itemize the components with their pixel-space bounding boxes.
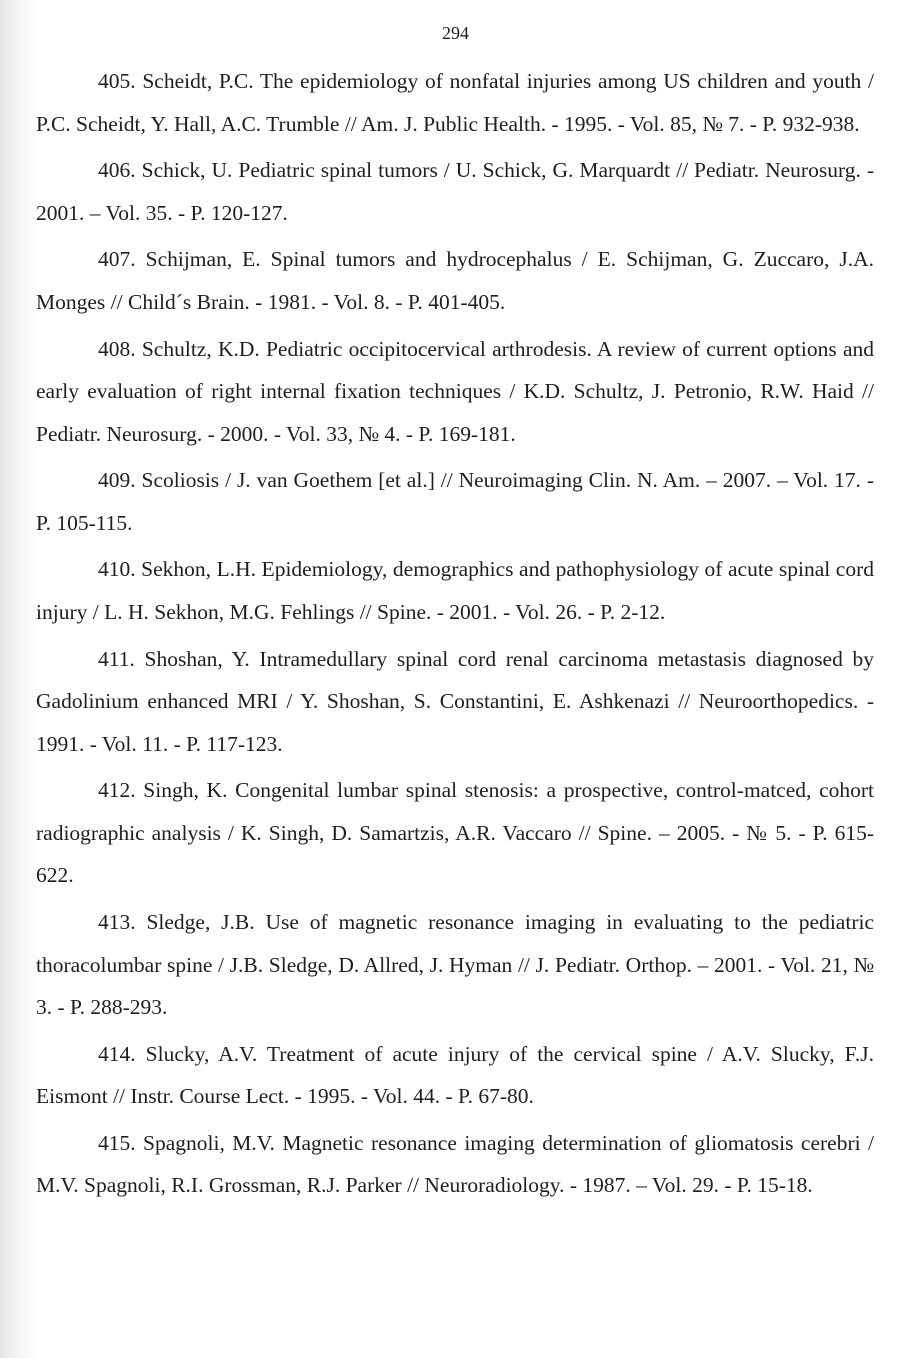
reference-item: 411. Shoshan, Y. Intramedullary spinal cord renal carcinoma metastasis diagnosed by Gadolinium enhanced MRI / Y. Shoshan, S. Constantini, E. Ashkenazi // Neuroorthopedics. - 1991. - Vol. 11. - P. 117-123.	[36, 646, 874, 756]
reference-item: 407. Schijman, E. Spinal tumors and hydrocephalus / E. Schijman, G. Zuccaro, J.A. Monges // Child´s Brain. - 1981. - Vol. 8. - P. 401-405.	[36, 247, 874, 314]
reference-item: 405. Scheidt, P.C. The epidemiology of nonfatal injuries among US children and youth / P.C. Scheidt, Y. Hall, A.C. Trumble // Am. J. Public Health. - 1995. - Vol. 85, № 7. - P. 932-938.	[36, 69, 874, 136]
reference-item: 414. Slucky, A.V. Treatment of acute injury of the cervical spine / A.V. Slucky, F.J. Eismont // Instr. Course Lect. - 1995. - Vol. 44. - P. 67-80.	[36, 1041, 874, 1109]
reference-item: 410. Sekhon, L.H. Epidemiology, demographics and pathophysiology of acute spinal cord injury / L. H. Sekhon, M.G. Fehlings // Spine. - 2001. - Vol. 26. - P. 2-12.	[36, 557, 874, 624]
reference-item: 409. Scoliosis / J. van Goethem [et al.] // Neuroimaging Clin. N. Am. – 2007. – Vol. 17. - P. 105-115.	[36, 468, 874, 535]
reference-item: 406. Schick, U. Pediatric spinal tumors / U. Schick, G. Marquardt // Pediatr. Neurosurg. - 2001. – Vol. 35. - P. 120-127.	[36, 158, 874, 225]
reference-item: 412. Singh, K. Congenital lumbar spinal stenosis: a prospective, control-matced, cohort radiographic analysis / K. Singh, D. Samartzis, A.R. Vaccaro // Spine. – 2005. - № 5. - P. 615-622.	[36, 778, 874, 888]
reference-item: 413. Sledge, J.B. Use of magnetic resonance imaging in evaluating to the pediatric thoracolumbar spine / J.B. Sledge, D. Allred, J. Hyman // J. Pediatr. Orthop. – 2001. - Vol. 21, № 3. - P. 288-293.	[36, 910, 874, 1019]
binding-shadow	[0, 0, 40, 1358]
reference-list	[36, 60, 874, 1211]
reference-item: 408. Schultz, K.D. Pediatric occipitocervical arthrodesis. A review of current options and early evaluation of right internal fixation techniques / K.D. Schultz, J. Petronio, R.W. Haid // Pediatr. Neurosurg. - 2000. - Vol. 33, № 4. - P. 169-181.	[36, 336, 874, 446]
page-number: 294	[442, 23, 469, 43]
reference-item: 415. Spagnoli, M.V. Magnetic resonance imaging determination of gliomatosis cerebri / M.V. Spagnoli, R.I. Grossman, R.J. Parker // Neuroradiology. - 1987. – Vol. 29. - P. 15-18.	[36, 1130, 874, 1198]
